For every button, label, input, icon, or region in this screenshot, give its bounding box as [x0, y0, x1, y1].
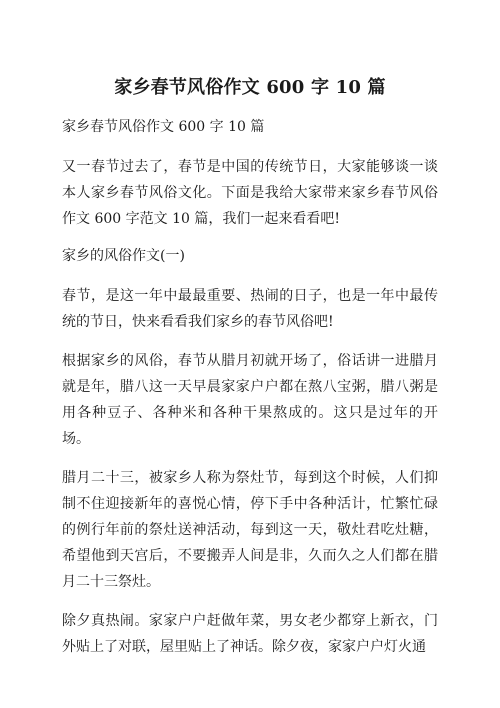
- intro-paragraph: 又一春节过去了，春节是中国的传统节日，大家能够谈一谈本人家乡春节风俗文化。下面是我给大家带来家乡春节风俗作文 600 字范文 10 篇，我们一起来看看吧!: [62, 159, 438, 227]
- document-subtitle: 家乡春节风俗作文 600 字 10 篇: [62, 119, 265, 135]
- document-title: 家乡春节风俗作文 600 字 10 篇: [114, 77, 386, 98]
- body-paragraph-2: 根据家乡的风俗，春节从腊月初就开场了，俗话讲一进腊月就是年，腊八这一天早晨家家户户都在熬八宝粥，腊八粥是用各种豆子、各种米和各种干果熬成的。这只是过年的开场。: [62, 353, 438, 447]
- body-paragraph-3: 腊月二十三，被家乡人称为祭灶节，每到这个时候，人们抑制不住迎接新年的喜悦心情，停下手中各种活计，忙繁忙碌的例行年前的祭灶送神活动，每到这一天，敬灶君吃灶糖，希望他到天宫后，不要搬弄人间是非，久而久之人们都在腊月二十三祭灶。: [62, 470, 438, 590]
- body-paragraph-4: 除夕真热闹。家家户户赶做年菜，男女老少都穿上新衣，门外贴上了对联，屋里贴上了神话。除夕夜，家家户户灯火通: [62, 613, 438, 655]
- section-heading: 家乡的风俗作文(一): [62, 248, 185, 264]
- body-paragraph-1: 春节，是这一年中最最重要、热闹的日子，也是一年中最传统的节日，快来看看我们家乡的春节风俗吧!: [62, 288, 438, 330]
